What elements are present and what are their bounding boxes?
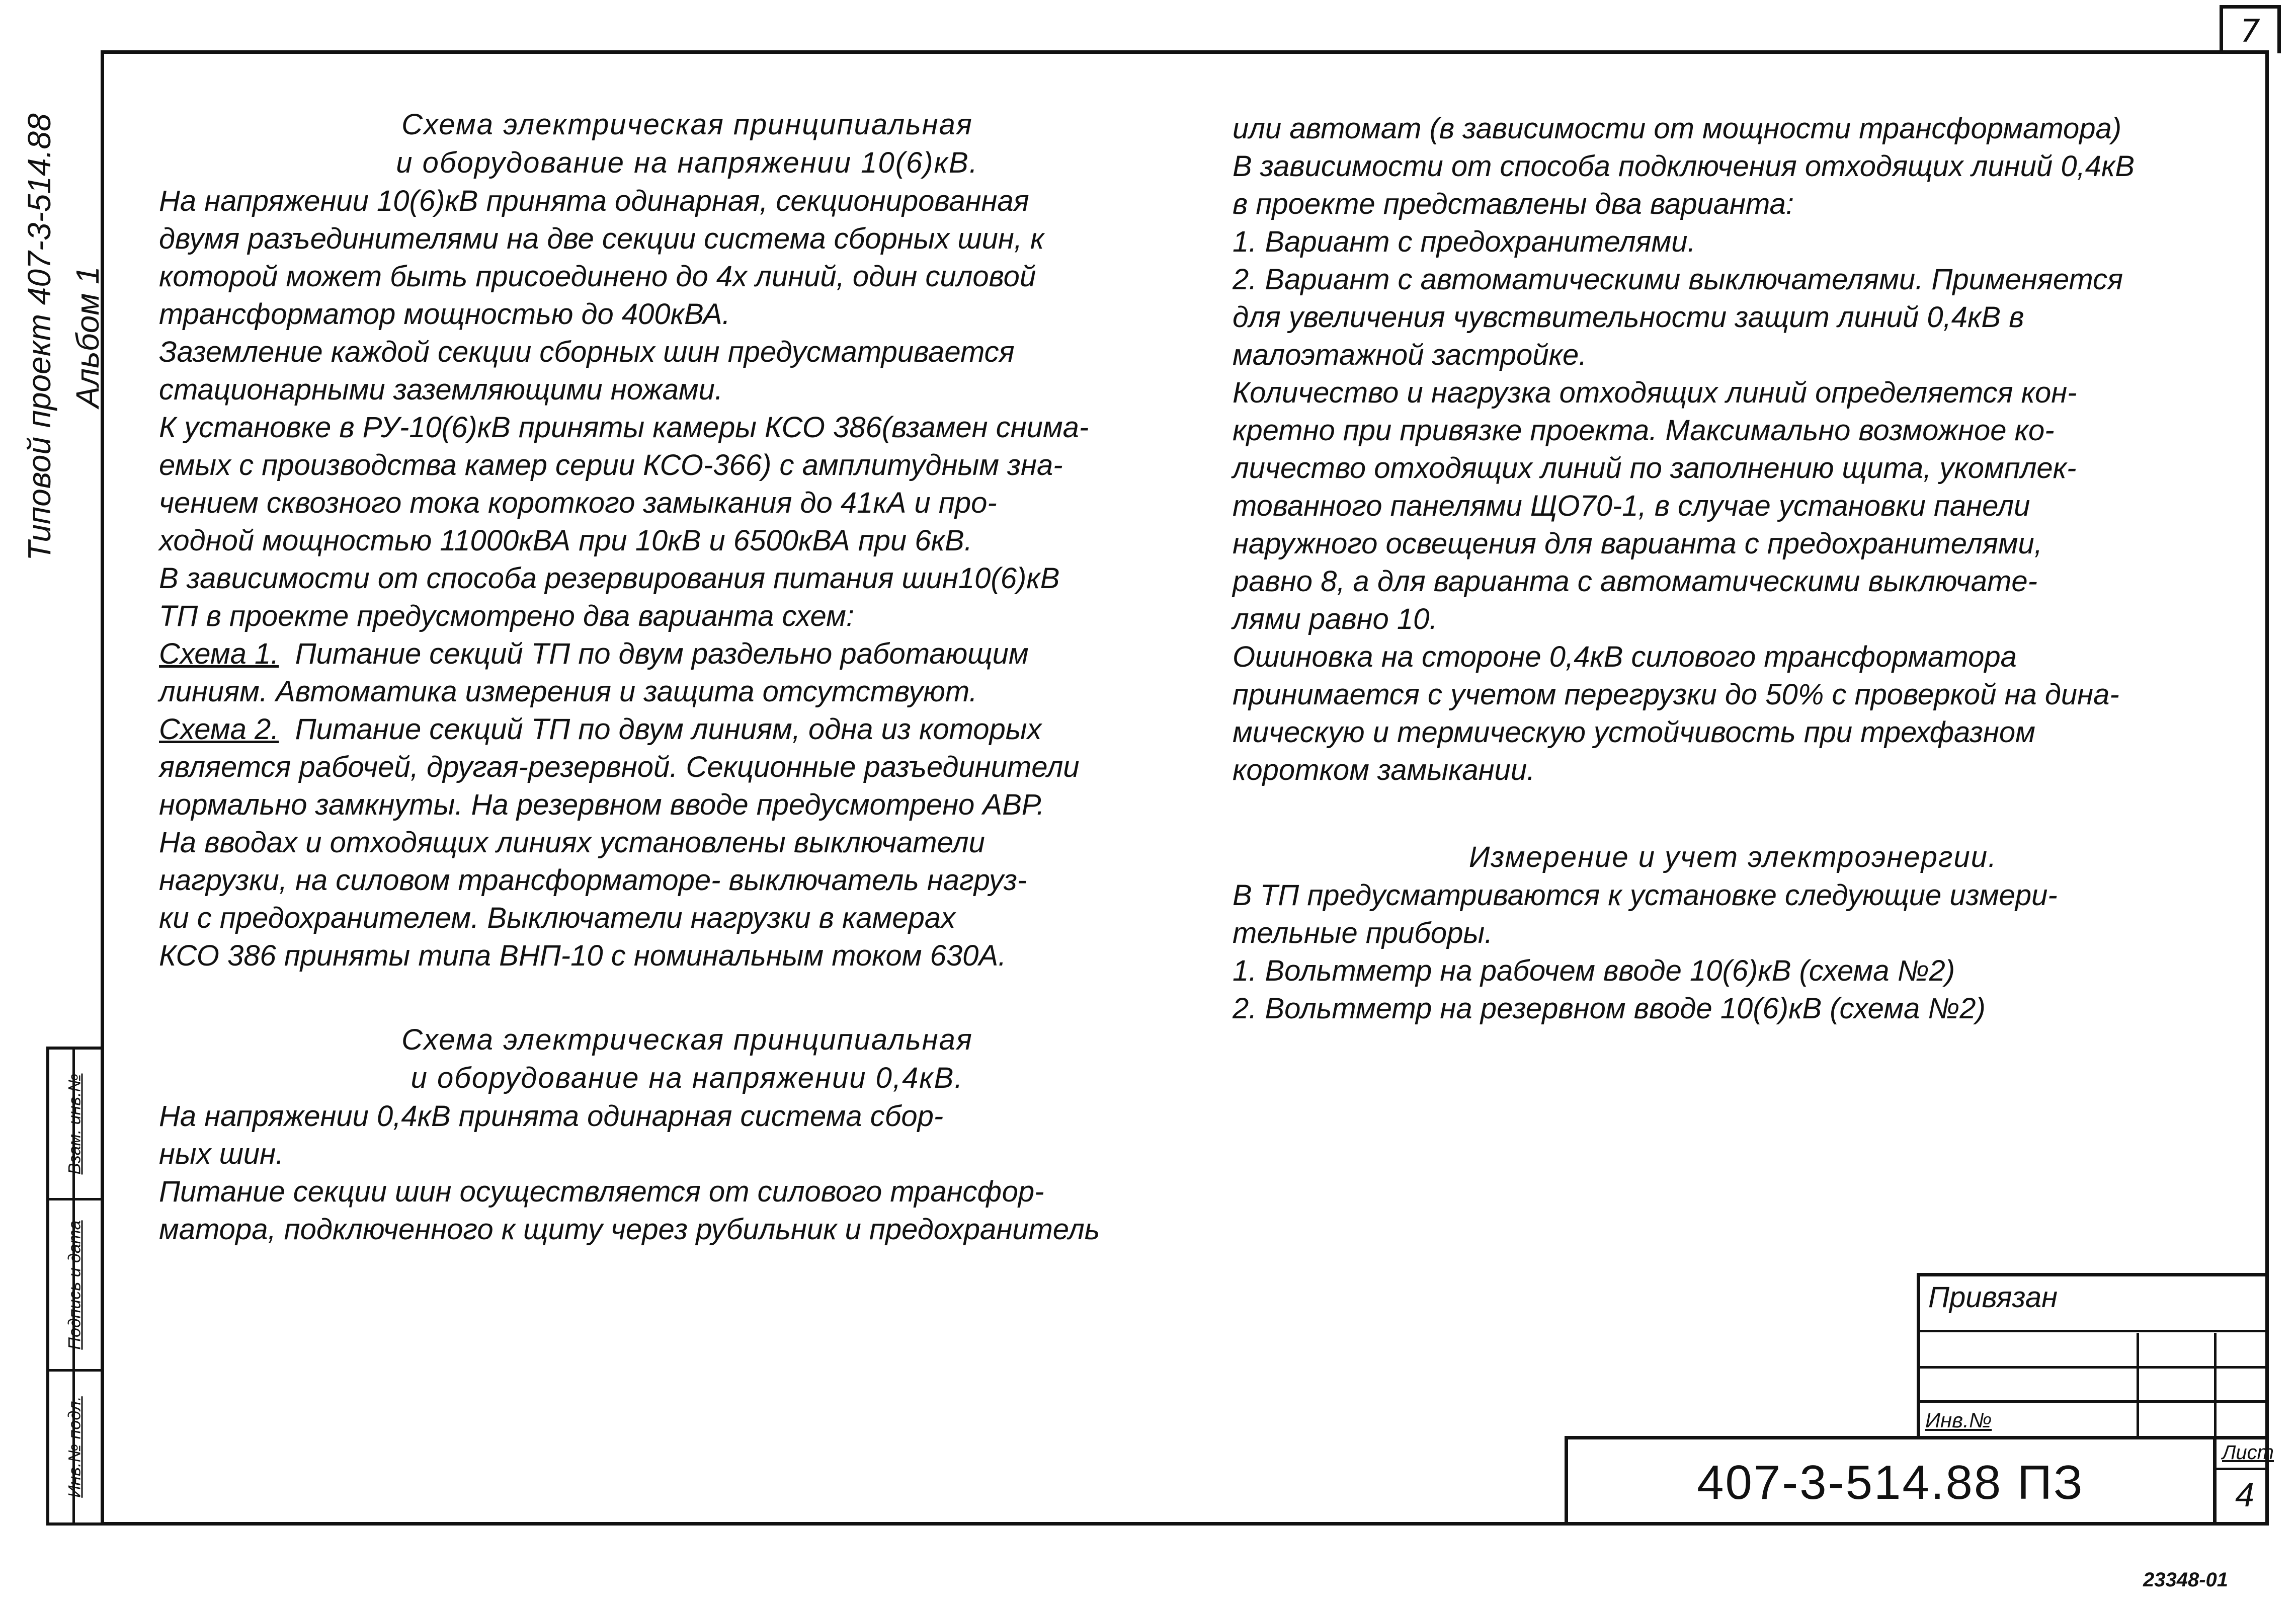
title-divider [2213, 1439, 2217, 1526]
text-line: КСО 386 приняты типа ВНП-10 с номинальным током 630А. [159, 939, 1007, 972]
document-code: 407-3-514.88 ПЗ [1697, 1456, 2084, 1509]
scheme1-label: Схема 1. [159, 637, 279, 670]
title-block [1565, 1436, 2274, 1526]
text-line: ходной мощностью 11000кВА при 10кВ и 6500кВА при 6кВ. [159, 524, 972, 557]
text-line: ных шин. [159, 1138, 284, 1170]
spacer [159, 975, 1215, 1021]
scheme1-line [159, 635, 1215, 673]
text-line: тельные приборы. [1233, 917, 1493, 949]
text-line: линиям. Автоматика измерения и защита отсутствуют. [159, 675, 977, 708]
section1-heading-line1: Схема электрическая принципиальная [401, 108, 973, 141]
text-line: которой может быть присоединено до 4х линий, один силовой [159, 260, 1036, 293]
text-line: Ошиновка на стороне 0,4кВ силового трансформатора [1233, 640, 2017, 673]
scheme1-text: Питание секций ТП по двум раздельно работающим [295, 637, 1029, 670]
spacer [1233, 789, 2234, 838]
text-line: малоэтажной застройке. [1233, 339, 1587, 371]
stamp-cell-vzam [49, 1050, 101, 1200]
text-line: Питание секции шин осуществляется от силового трансфор- [159, 1175, 1044, 1208]
text-line: На напряжении 0,4кВ принята одинарная система сбор- [159, 1100, 944, 1133]
binding-row-line [1920, 1366, 2269, 1369]
text-line: К установке в РУ-10(6)кВ приняты камеры КСО 386(взамен снима- [159, 411, 1089, 444]
stamp-cell-inv [49, 1372, 101, 1522]
approval-stamp-column [46, 1047, 101, 1526]
text-line: емых с производства камер серии КСО-366) с амплитудным зна- [159, 449, 1063, 482]
stamp-label-podpis: Подпись и дата [65, 1220, 85, 1350]
inv-label: Инв.№ [1925, 1408, 1992, 1432]
binding-col-line [2137, 1333, 2139, 1439]
text-line: 1. Вариант с предохранителями. [1233, 225, 1696, 258]
text-line: ки с предохранителем. Выключатели нагрузки в камерах [159, 902, 956, 934]
text-line: наружного освещения для варианта с предохранителями, [1233, 527, 2042, 560]
text-line: 1. Вольтметр на рабочем вводе 10(6)кВ (схема №2) [1233, 954, 1955, 987]
text-line: нагрузки, на силовом трансформаторе- выключатель нагруз- [159, 864, 1027, 897]
sheet-number: 4 [2235, 1476, 2254, 1514]
page-number: 7 [2220, 5, 2281, 53]
binding-row-line [1920, 1330, 2269, 1332]
text-line: лями равно 10. [1233, 603, 1438, 635]
text-line: тованного панелями ЩО70-1, в случае установки панели [1233, 490, 2030, 522]
sheet-label: Лист [2222, 1441, 2274, 1464]
text-line: личество отходящих линий по заполнению щита, укомплек- [1233, 452, 2077, 485]
bound-label: Привязан [1928, 1281, 2058, 1314]
text-line: коротком замыкании. [1233, 754, 1535, 786]
text-line: в проекте представлены два варианта: [1233, 188, 1794, 220]
text-line: 2. Вариант с автоматическими выключателями. Применяется [1233, 263, 2123, 296]
side-title-project: Типовой проект 407-3-514.88 [21, 113, 57, 561]
text-line: На вводах и отходящих линиях установлены выключатели [159, 826, 985, 859]
text-line: В ТП предусматриваются к установке следующие измери- [1233, 879, 2058, 912]
section3-heading: Измерение и учет электроэнергии. [1468, 841, 1998, 873]
section2-heading-line1: Схема электрическая принципиальная [401, 1023, 973, 1056]
text-line: трансформатор мощностью до 400кВА. [159, 298, 730, 331]
text-line: стационарными заземляющими ножами. [159, 373, 723, 406]
text-line: кретно при привязке проекта. Максимально возможное ко- [1233, 414, 2055, 447]
side-title-album: Альбом 1 [69, 266, 106, 408]
text-line: чением сквозного тока короткого замыкания до 41кА и про- [159, 487, 997, 519]
section2-heading-line2: и оборудование на напряжении 0,4кВ. [411, 1062, 964, 1094]
text-line: 2. Вольтметр на резервном вводе 10(6)кВ (схема №2) [1233, 992, 1986, 1025]
scheme2-text: Питание секций ТП по двум линиям, одна из которых [295, 713, 1042, 746]
text-line: В зависимости от способа подключения отходящих линий 0,4кВ [1233, 150, 2135, 183]
text-line: На напряжении 10(6)кВ принята одинарная, секционированная [159, 185, 1029, 217]
stamp-label-inv: Инв.№ подл. [65, 1396, 85, 1498]
text-line: нормально замкнуты. На резервном вводе предусмотрено АВР. [159, 788, 1045, 821]
side-title [15, 86, 131, 589]
text-line: ТП в проекте предусмотрено два варианта схем: [159, 600, 855, 632]
text-line: является рабочей, другая-резервной. Секционные разъединители [159, 751, 1080, 783]
text-line: равно 8, а для варианта с автоматическими выключате- [1233, 565, 2037, 598]
left-column [159, 106, 1215, 1248]
text-line: принимается с учетом перегрузки до 50% с проверкой на дина- [1233, 678, 2119, 711]
binding-block [1917, 1273, 2269, 1436]
text-line: матора, подключенного к щиту через рубильник и предохранитель [159, 1213, 1100, 1246]
scheme2-line [159, 710, 1215, 748]
stamp-cell-podpis [49, 1200, 101, 1372]
right-column [1233, 110, 2234, 1027]
archive-code: 23348-01 [2143, 1569, 2229, 1591]
text-line: мическую и термическую устойчивость при трехфазном [1233, 716, 2035, 749]
scheme2-label: Схема 2. [159, 713, 279, 746]
binding-col-line [2214, 1333, 2217, 1439]
text-line: для увеличения чувствительности защит линий 0,4кВ в [1233, 301, 2024, 334]
stamp-label-vzam: Взам. инв.№ [65, 1073, 85, 1174]
binding-row-line [1920, 1400, 2269, 1403]
text-line: Заземление каждой секции сборных шин предусматривается [159, 336, 1015, 368]
text-line: двумя разъединителями на две секции система сборных шин, к [159, 222, 1044, 255]
section1-heading-line2: и оборудование на напряжении 10(6)кВ. [396, 146, 978, 179]
text-line: В зависимости от способа резервирования питания шин10(6)кВ [159, 562, 1060, 595]
text-line: Количество и нагрузка отходящих линий определяется кон- [1233, 376, 2077, 409]
text-line: или автомат (в зависимости от мощности трансформатора) [1233, 112, 2122, 145]
